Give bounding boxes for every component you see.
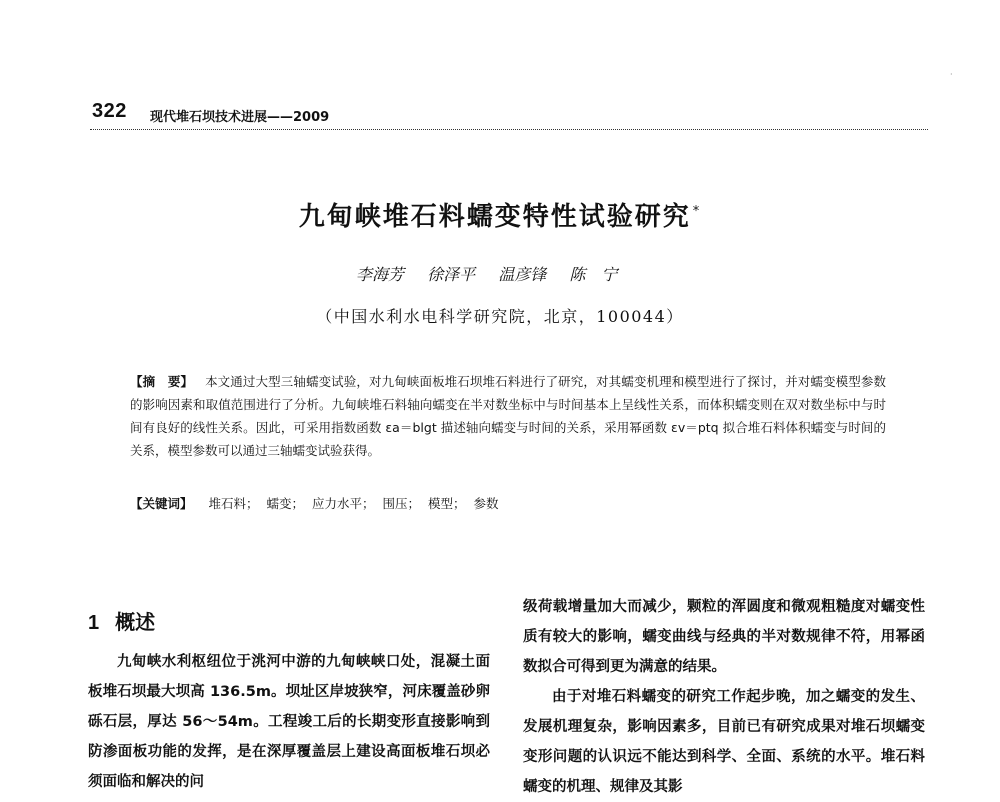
keyword: 堆石料； [208, 496, 259, 511]
author-list [356, 262, 635, 285]
author: 李海芳 [356, 265, 405, 284]
keyword: 应力水平； [312, 496, 375, 511]
title-footnote-mark: * [692, 204, 702, 220]
author: 陈 宁 [569, 265, 618, 284]
body-paragraph: 级荷载增量加大而减少，颗粒的浑圆度和微观粗糙度对蠕变性质有较大的影响，蠕变曲线与经典的半对数规律不符，用幂函数拟合可得到更为满意的结果。 [523, 599, 925, 675]
abstract-text: 本文通过大型三轴蠕变试验，对九甸峡面板堆石坝堆石料进行了研究，对其蠕变机理和模型进行了探讨，并对蠕变模型参数的影响因素和取值范围进行了分析。九甸峡堆石料轴向蠕变在半对数坐标中与时间基本上呈线性关系，而体积蠕变则在双对数坐标中与时间有良好的线性关系。因此，可采用指数函数 εa＝blgt 描述轴向蠕变与时间的关系，采用幂函数 εv＝ptq 拟合堆石料体积蠕变与时间的关系，模型参数可以通过三轴蠕变试验获得。 [130, 374, 886, 458]
running-header [92, 100, 928, 126]
scan-mark: · [950, 70, 953, 79]
paper-title [0, 196, 1000, 233]
keyword: 蠕变； [266, 496, 305, 511]
section-number: 1 [88, 612, 100, 634]
right-column [523, 592, 925, 802]
keyword: 模型； [428, 496, 466, 511]
left-column [88, 647, 490, 797]
page-number: 322 [92, 100, 127, 122]
section-title: 概述 [115, 610, 156, 634]
keywords-label: 【关键词】 [130, 496, 193, 511]
journal-title: 现代堆石坝技术进展——2009 [150, 110, 330, 125]
body-paragraph: 九甸峡水利枢纽位于洮河中游的九甸峡峡口处，混凝土面板堆石坝最大坝高 136.5m。坝址区岸坡狭窄，河床覆盖砂卵砾石层，厚达 56～54m。工程竣工后的长期变形直接影响到防渗面板功能的发挥，是在深厚覆盖层上建设高面板堆石坝必须面临和解决的问 [88, 654, 490, 790]
abstract [130, 370, 886, 462]
body-paragraph: 由于对堆石料蠕变的研究工作起步晚，加之蠕变的发生、发展机理复杂，影响因素多，目前已有研究成果对堆石坝蠕变变形问题的认识远不能达到科学、全面、系统的水平。堆石料蠕变的机理、规律及其影 [523, 689, 925, 795]
header-rule [90, 129, 928, 130]
keyword: 围压； [382, 496, 421, 511]
keyword: 参数 [473, 496, 499, 511]
abstract-label: 【摘 要】 [130, 374, 194, 389]
section-heading [88, 606, 155, 635]
affiliation: （中国水利水电科学研究院，北京，100044） [316, 307, 684, 326]
paper-title-text: 九甸峡堆石料蠕变特性试验研究 [298, 202, 691, 232]
author: 温彦锋 [498, 265, 547, 284]
author: 徐泽平 [427, 265, 476, 284]
keywords [130, 492, 886, 515]
